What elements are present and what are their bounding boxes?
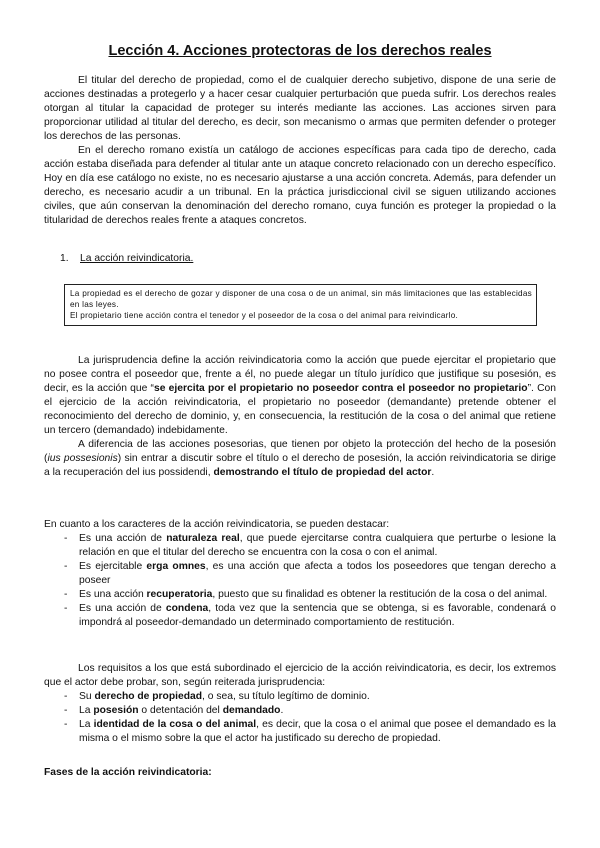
text-run: ) sin entrar a discutir sobre el título o el derecho de posesión, la acción reivindicatoria se dirige a la recuperación del ius possidendi, — [44, 453, 556, 478]
text-run: La — [79, 719, 94, 730]
requisitos-intro: Los requisitos a los que está subordinado el ejercicio de la acción reivindicatoria, es decir, los extremos que el actor debe probar, son, según reiterada jurisprudencia: — [44, 663, 556, 688]
section-1-number: 1. — [60, 253, 69, 264]
fases-heading: Fases de la acción reivindicatoria: — [44, 767, 212, 778]
box-line-1: La propiedad es el derecho de gozar y disponer de una cosa o de un animal, sin más limitaciones que las establecidas en las leyes. — [70, 289, 532, 309]
bold-term: posesión — [93, 705, 139, 716]
caracteres-intro: En cuanto a los caracteres de la acción reivindicatoria, se pueden destacar: — [44, 519, 390, 530]
text-run: , es decir, que la cosa o el animal que posee el demandado es la misma o el mismo sobre la que el actor ha justificado su derecho de propiedad. — [79, 719, 556, 744]
list-item — [44, 588, 556, 602]
bold-quote: se ejercita por el propietario no poseedor contra el poseedor no propietario — [153, 383, 528, 394]
text-run: . — [431, 467, 435, 478]
text-run: Es una acción de — [79, 603, 166, 614]
text-run: . — [280, 705, 284, 716]
list-item — [44, 718, 556, 746]
text-run: La — [79, 705, 94, 716]
bold-term: naturaleza real — [166, 533, 240, 544]
italic-term: ius possesionis — [47, 453, 118, 464]
list-item — [44, 602, 556, 630]
bold-term: derecho de propiedad — [94, 691, 203, 702]
text-run: La jurisprudencia define la acción reivindicatoria como la acción que puede ejercitar el propietario que no posee contra el poseedor que, frente a él, no puede alegar un título jurídico que justifique su posesión, es decir, es la acción que “ — [44, 355, 556, 394]
bold-term: recuperatoria — [146, 589, 213, 600]
definition-section — [44, 354, 556, 480]
text-run: , o sea, su título legítimo de dominio. — [202, 691, 370, 702]
text-run: o detentación del — [138, 705, 223, 716]
text-run: ”. Con el ejercicio de la acción reivindicatoria, el propietario no poseedor (demandante) pretende obtener el reconocimiento del derecho de dominio, y, en consecuencia, la restitución de la cosa o del animal que retiene un tercero (demandado) indebidamente. — [44, 383, 556, 436]
paragraph-jurisprudencia — [44, 354, 556, 438]
text-run: , que puede ejercitarse contra cualquiera que perturbe o lesione la relación en que el titular del derecho se encuentra con la cosa o con el animal. — [79, 533, 556, 558]
page-title: Lección 4. Acciones protectoras de los derechos reales — [108, 43, 492, 59]
intro-section — [44, 74, 556, 228]
section-1-title: La acción reivindicatoria. — [80, 253, 194, 264]
bold-term: identidad de la cosa o del animal — [93, 719, 257, 730]
text-run: Su — [79, 691, 95, 702]
paragraph-posesorias — [44, 438, 556, 480]
caracteres-list — [44, 532, 556, 630]
requisitos-section — [44, 662, 556, 746]
list-item — [44, 532, 556, 560]
caracteres-section — [44, 518, 556, 630]
bold-term: demandado — [222, 705, 281, 716]
bold-term: condena — [165, 603, 209, 614]
text-run: Es una acción — [79, 589, 147, 600]
box-line-2: El propietario tiene acción contra el tenedor y el poseedor de la cosa o del animal para reivindicarlo. — [70, 311, 459, 320]
text-run: Es una acción de — [79, 533, 167, 544]
requisitos-list — [44, 690, 556, 746]
legal-definition-box — [64, 284, 537, 326]
text-run: A diferencia de las acciones posesorias, que tienen por objeto la protección del hecho de la posesión ( — [44, 439, 556, 464]
bold-phrase: demostrando el título de propiedad del actor — [213, 467, 432, 478]
bold-term: erga omnes — [146, 561, 206, 572]
list-item — [44, 690, 556, 704]
text-run: , toda vez que la sentencia que se obtenga, si es favorable, condenará o impondrá al poseedor-demandado un determinado comportamiento de restitución. — [79, 603, 557, 628]
text-run: , es una acción que afecta a todos los poseedores que tengan derecho a poseer — [79, 561, 556, 586]
intro-paragraph-2: En el derecho romano existía un catálogo de acciones específicas para cada tipo de derecho, cada acción estaba diseñada para defender al titular ante un ataque concreto relacionado con un derecho específico. Hoy en día ese catálogo no existe, no es necesario ajustarse a una acción concreta. Además, para defender un derecho, es necesario acudir a un tribunal. En la práctica jurisdiccional civil se siguen utilizando acciones civiles, que aún conservan la denominación del derecho romano, cuya función es proteger la propiedad o la titularidad de derechos reales frente a ataques concretos. — [44, 145, 556, 226]
text-run: Es ejercitable — [79, 561, 147, 572]
list-item — [44, 704, 556, 718]
section-1-heading — [60, 252, 193, 266]
list-item — [44, 560, 556, 588]
intro-paragraph-1: El titular del derecho de propiedad, como el de cualquier derecho subjetivo, dispone de una serie de acciones destinadas a protegerlo y a hacer cesar cualquier perturbación que pueda sufrir. Los derechos reales otorgan al titular la capacidad de proteger su interés mediante las acciones. Las acciones sirven para proporcionar utilidad al titular del derecho, es decir, son mecanismo o armas que permiten defender o proteger los derechos de las personas. — [44, 75, 556, 142]
text-run: , puesto que su finalidad es obtener la restitución de la cosa o del animal. — [212, 589, 548, 600]
